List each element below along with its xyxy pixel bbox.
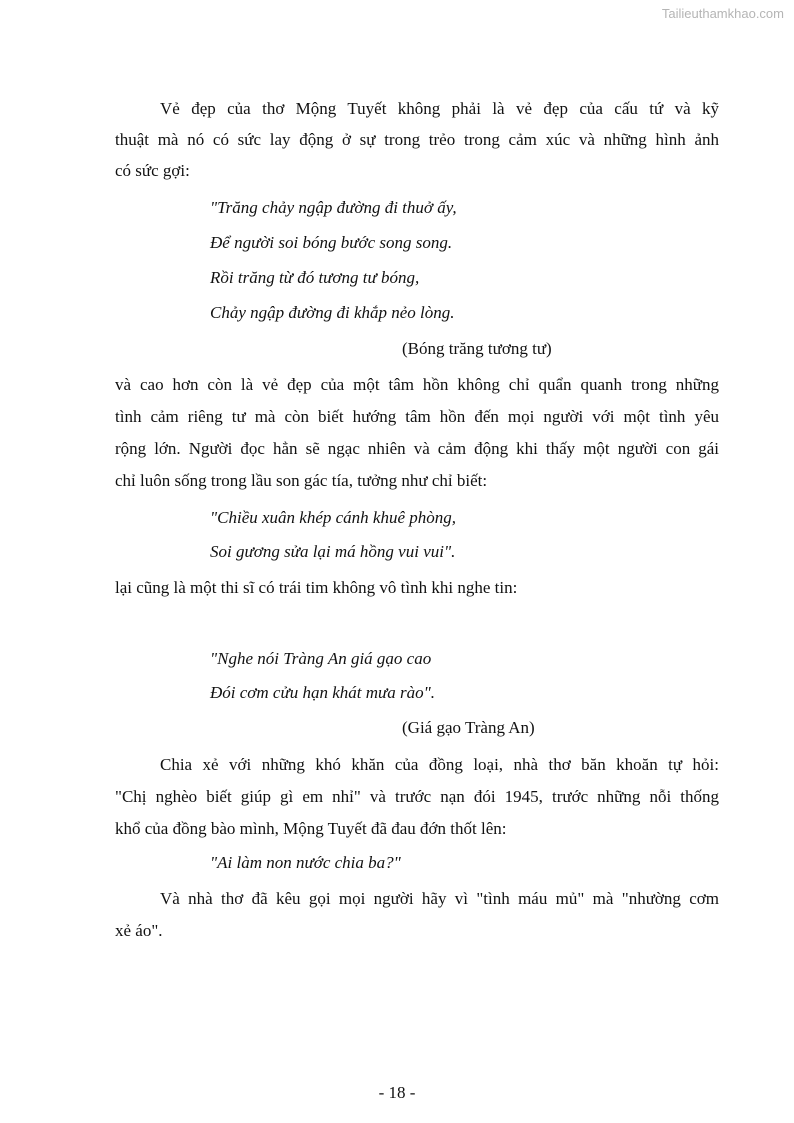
paragraph-line: có sức gợi: — [115, 161, 190, 180]
paragraph-line: chỉ luôn sống trong lầu son gác tía, tưởng như chỉ biết: — [115, 471, 488, 490]
poem-source: (Giá gạo Tràng An) — [402, 718, 535, 737]
paragraph-line: Chia xẻ với những khó khăn của đồng loại, nhà thơ băn khoăn tự hỏi: — [160, 755, 719, 774]
verse-line: Để người soi bóng bước song song. — [210, 233, 453, 252]
paragraph-line: và cao hơn còn là vẻ đẹp của một tâm hồn không chỉ quẩn quanh trong những — [115, 375, 719, 394]
paragraph-line: Vẻ đẹp của thơ Mộng Tuyết không phải là vẻ đẹp của cấu tứ và kỹ — [160, 99, 719, 118]
verse-line: Soi gương sửa lại má hồng vui vui". — [210, 542, 456, 561]
paragraph-line: lại cũng là một thi sĩ có trái tim không vô tình khi nghe tin: — [115, 578, 518, 597]
paragraph-line: Và nhà thơ đã kêu gọi mọi người hãy vì "tình máu mủ" mà "nhường cơm — [160, 889, 719, 908]
verse-line: "Nghe nói Tràng An giá gạo cao — [210, 649, 432, 668]
verse-line: Đói cơm cửu hạn khát mưa rào". — [210, 683, 436, 702]
paragraph-line: khổ của đồng bào mình, Mộng Tuyết đã đau đớn thốt lên: — [115, 819, 507, 838]
paragraph-line: xẻ áo". — [115, 921, 163, 940]
paragraph-line: "Chị nghèo biết giúp gì em nhỉ" và trước nạn đói 1945, trước những nỗi thống — [115, 787, 719, 806]
paragraph-line: thuật mà nó có sức lay động ở sự trong trẻo trong cảm xúc và những hình ảnh — [115, 130, 719, 149]
verse-line: "Chiều xuân khép cánh khuê phòng, — [210, 508, 457, 527]
verse-line: "Ai làm non nước chia ba?" — [210, 853, 401, 872]
watermark: Tailieuthamkhao.com — [661, 6, 784, 21]
verse-line: Rồi trăng từ đó tương tư bóng, — [210, 268, 420, 287]
page-number: - 18 - — [378, 1083, 416, 1102]
paragraph-line: tình cảm riêng tư mà còn biết hướng tâm hồn đến mọi người với một tình yêu — [115, 407, 719, 426]
verse-line: "Trăng chảy ngập đường đi thuở ấy, — [210, 198, 457, 217]
paragraph-line: rộng lớn. Người đọc hẳn sẽ ngạc nhiên và cảm động khi thấy một người con gái — [115, 439, 719, 458]
poem-source: (Bóng trăng tương tư) — [402, 339, 552, 358]
verse-line: Chảy ngập đường đi khắp nẻo lòng. — [210, 303, 455, 322]
